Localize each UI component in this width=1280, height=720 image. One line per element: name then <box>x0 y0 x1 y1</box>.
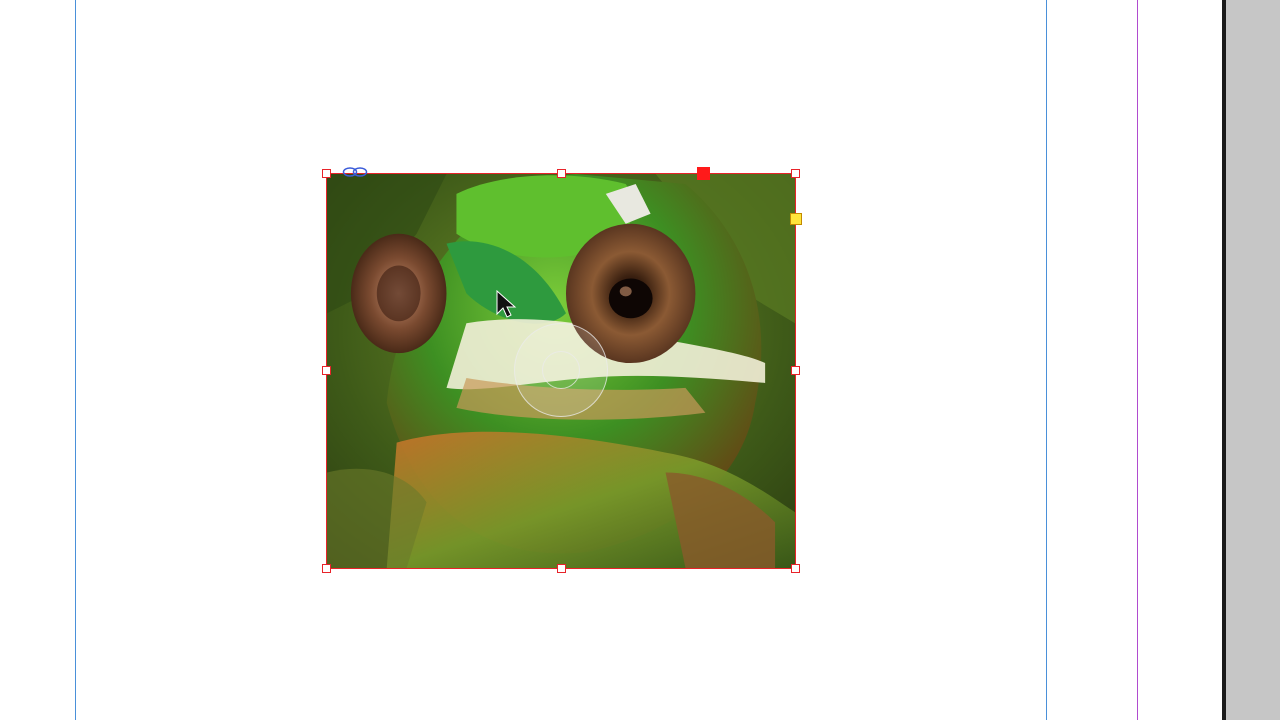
content-grabber[interactable] <box>514 323 608 417</box>
resize-handle-right[interactable] <box>791 366 800 375</box>
mouse-pointer-icon <box>496 290 518 320</box>
text-wrap-out-port[interactable] <box>697 167 710 180</box>
resize-handle-bottom-left[interactable] <box>322 564 331 573</box>
margin-guide-left <box>75 0 76 720</box>
corner-options-handle[interactable] <box>790 213 802 225</box>
resize-handle-bottom-right[interactable] <box>791 564 800 573</box>
link-icon[interactable] <box>342 166 368 178</box>
resize-handle-top-left[interactable] <box>322 169 331 178</box>
pasteboard-area[interactable] <box>1226 0 1280 720</box>
resize-handle-left[interactable] <box>322 366 331 375</box>
margin-guide-right <box>1046 0 1047 720</box>
resize-handle-top[interactable] <box>557 169 566 178</box>
content-grabber-center[interactable] <box>542 351 580 389</box>
page-edge-guide <box>1137 0 1138 720</box>
resize-handle-bottom[interactable] <box>557 564 566 573</box>
resize-handle-top-right[interactable] <box>791 169 800 178</box>
